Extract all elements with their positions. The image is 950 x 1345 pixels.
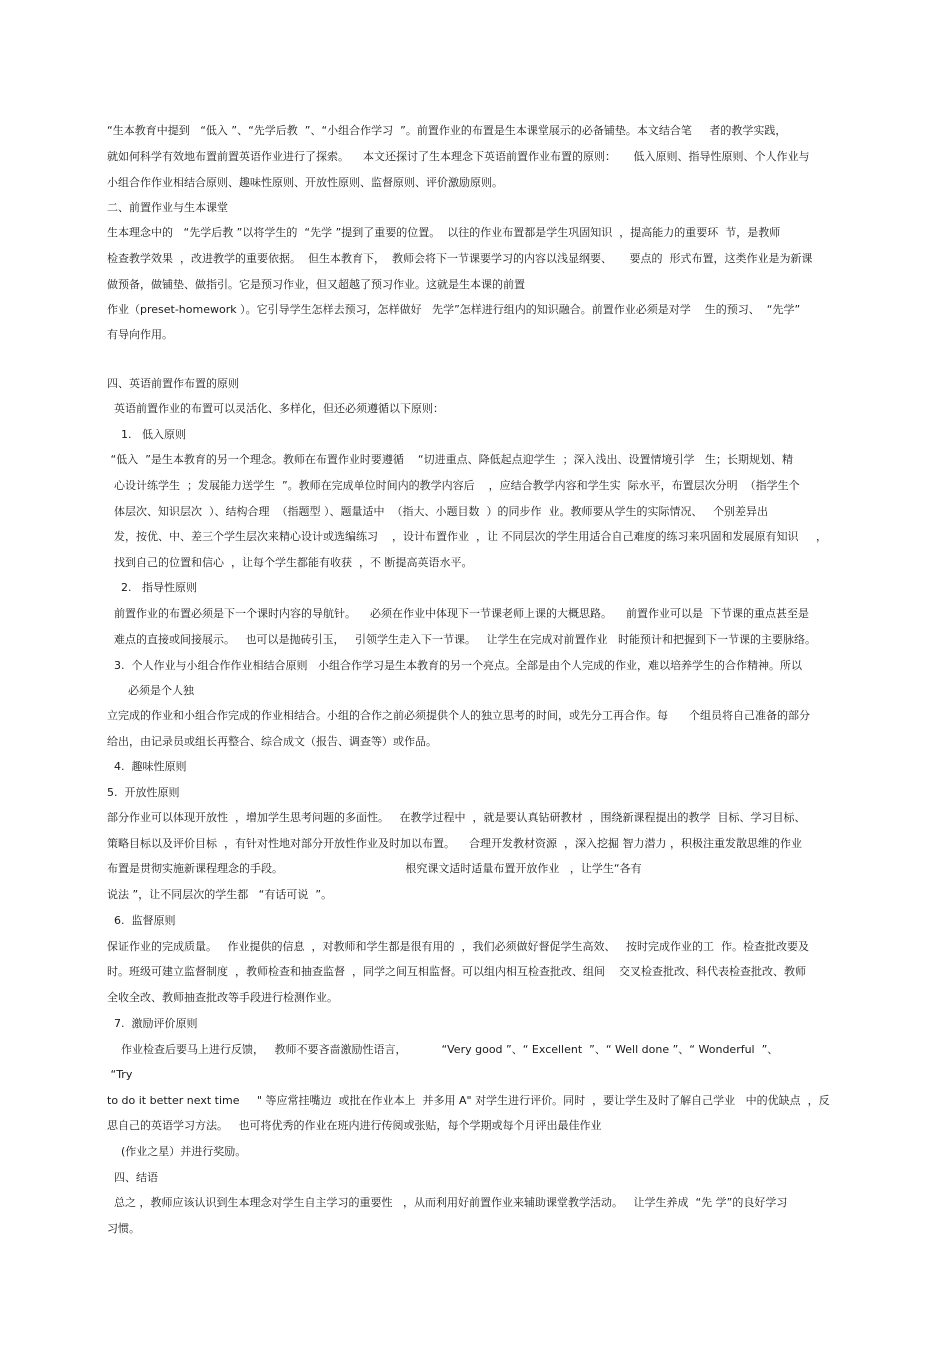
text-line: 策略目标以及评价目标 ，有针对性地对部分开放性作业及时加以布置。 合理开发教材资源 ，深入挖掘 智力潜力 ，积极注重发散思维的作业 bbox=[107, 837, 802, 850]
principle-heading: 2. 指导性原则 bbox=[107, 581, 197, 594]
text-line: 部分作业可以体现开放性 ，增加学生思考问题的多面性。 在教学过程中 ，就是要认真钻研教材 ，围绕新课程提出的教学 目标、学习目标、 bbox=[107, 811, 806, 824]
text-line: “低入 ”是生本教育的另一个理念。教师在布置作业时要遵循 “切进重点、降低起点迎学生 ；深入浅出、设置情境引学 生；长期规划、精 bbox=[107, 453, 794, 466]
text-line: 时。班级可建立监督制度 ，教师检查和抽查监督 ，同学之间互相监督。可以组内相互检查批改、组间 交叉检查批改、科代表检查批改、教师 bbox=[107, 965, 806, 978]
text-line: 体层次、知识层次 ）、结构合理 （指题型 ）、题量适中 （指大、小题目数 ）的同步作 业。教师要从学生的实际情况、 个别差异出 bbox=[107, 505, 768, 518]
text-line: 全收全改、教师抽查批改等手段进行检测作业。 bbox=[107, 991, 338, 1004]
principle-heading: 7. 激励评价原则 bbox=[107, 1017, 198, 1030]
text-line: (作业之星）并进行奖励。 bbox=[107, 1145, 247, 1158]
principle-heading: 4. 趣味性原则 bbox=[107, 760, 187, 773]
text-line: 小组合作作业相结合原则、趣味性原则、开放性原则、监督原则、评价激励原则。 bbox=[107, 176, 503, 189]
text-line: 有导向作用。 bbox=[107, 328, 173, 341]
text-line: 找到自己的位置和信心 ，让每个学生都能有收获 ，不 断提高英语水平。 bbox=[107, 556, 473, 569]
text-line: 立完成的作业和小组合作完成的作业相结合。小组的合作之前必须提供个人的独立思考的时间，或先分工再合作。每 个组员将自己准备的部分 bbox=[107, 709, 810, 722]
text-line: 生本理念中的 “先学后教 ”以将学生的 “先学 ”提到了重要的位置。 以往的作业布置都是学生巩固知识 ，提高能力的重要环 节，是教师 bbox=[107, 226, 781, 239]
text-line: 检查教学效果 ，改进教学的重要依据。 但生本教育下， 教师会将下一节课要学习的内容以浅显纲要、 要点的 形式布置，这类作业是为新课 bbox=[107, 252, 813, 265]
section-heading: 四、英语前置作布置的原则 bbox=[107, 377, 239, 390]
principle-heading: 1. 低入原则 bbox=[107, 428, 186, 441]
text-line: 总之 ，教师应该认识到生本理念对学生自主学习的重要性 ，从而利用好前置作业来辅助课堂教学活动。 让学生养成 “先 学”的良好学习 bbox=[107, 1196, 788, 1209]
text-line: 习惯。 bbox=[107, 1222, 140, 1235]
text-line: 作业检查后要马上进行反馈， 教师不要吝啬激励性语言， “Very good ”、“ Excellent ”、“ Well done ”、“ Wonderful ”、 bbox=[107, 1043, 779, 1056]
text-line: 必须是个人独 bbox=[107, 684, 194, 697]
text-line: “生本教育中提到 “低入 ”、“先学后教 ”、“小组合作学习 ”。前置作业的布置是生本课堂展示的必备铺垫。本文结合笔 者的教学实践， bbox=[107, 124, 787, 137]
text-line: 难点的直接或间接展示。 也可以是抛砖引玉， 引领学生走入下一节课。 让学生在完成对前置作业 时能预计和把握到下一节课的主要脉络。 bbox=[107, 633, 816, 646]
text-line: 说法 ”，让不同层次的学生都 “有话可说 ”。 bbox=[107, 888, 333, 901]
text-line: 发，按优、中、差三个学生层次来精心设计或选编练习 ，设计布置作业 ，让 不同层次的学生用适合自己难度的练习来巩固和发展原有知识 ， bbox=[107, 530, 827, 543]
text-line: 布置是贯彻实施新课程理念的手段。 根究课文适时适量布置开放作业 ，让学生“各有 bbox=[107, 862, 642, 875]
text-line: 心设计练学生 ；发展能力送学生 ”。教师在完成单位时间内的教学内容后 ，应结合教学内容和学生实 际水平，布置层次分明 （指学生个 bbox=[107, 479, 800, 492]
text-line: 作业（preset-homework ）。它引导学生怎样去预习，怎样做好 先学”怎样进行组内的知识融合。前置作业必须是对学 生的预习、 “先学” bbox=[107, 303, 801, 316]
text-line: 就如何科学有效地布置前置英语作业进行了探索。 本文还探讨了生本理念下英语前置作业布置的原则： 低入原则、指导性原则、个人作业与 bbox=[107, 150, 810, 163]
section-heading: 二、前置作业与生本课堂 bbox=[107, 201, 228, 214]
text-line: 前置作业的布置必须是下一个课时内容的导航针。 必须在作业中体现下一节课老师上课的大概思路。 前置作业可以是 下节课的重点甚至是 bbox=[107, 607, 809, 620]
text-line: 英语前置作业的布置可以灵活化、多样化，但还必须遵循以下原则： bbox=[107, 402, 444, 415]
section-heading: 四、结语 bbox=[107, 1171, 158, 1184]
text-line: 思自己的英语学习方法。 也可将优秀的作业在班内进行传阅或张贴，每个学期或每个月评出最佳作业 bbox=[107, 1119, 602, 1132]
text-line: 保证作业的完成质量。 作业提供的信息 ，对教师和学生都是很有用的 ，我们必须做好督促学生高效、 按时完成作业的工 作。检查批改要及 bbox=[107, 940, 809, 953]
principle-heading: 6. 监督原则 bbox=[107, 914, 176, 927]
text-line: 给出，由记录员或组长再整合、综合成文（报告、调查等）或作品。 bbox=[107, 735, 437, 748]
text-line: “Try bbox=[107, 1068, 133, 1081]
principle-heading: 5. 开放性原则 bbox=[107, 786, 180, 799]
text-line: 做预备，做铺垫、做指引。它是预习作业，但又超越了预习作业。这就是生本课的前置 bbox=[107, 278, 525, 291]
text-line: to do it better next time " 等应常挂嘴边 或批在作业本上 并多用 A" 对学生进行评价。同时 ，要让学生及时了解自己学业 中的优缺点 ，反 bbox=[107, 1094, 830, 1107]
principle-heading: 3. 个人作业与小组合作作业相结合原则 小组合作学习是生本教育的另一个亮点。全部是由个人完成的作业，难以培养学生的合作精神。所以 bbox=[107, 659, 802, 672]
